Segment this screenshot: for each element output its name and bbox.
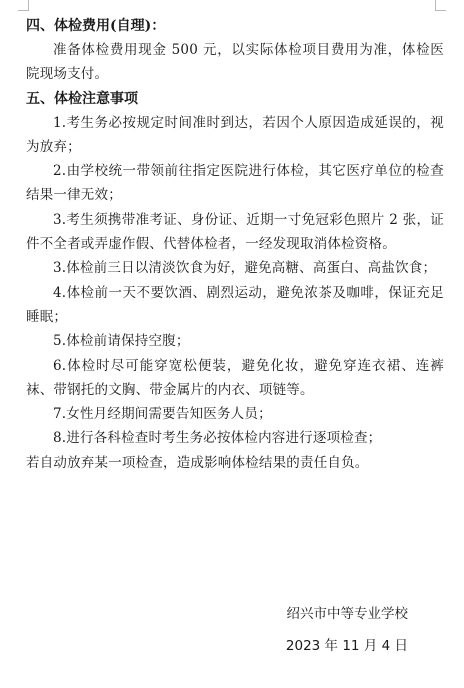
fees-paragraph: 准备体检费用现金 500 元，以实际体检项目费用为准，体检医院现场支付。 [26,42,444,83]
note-item: 4.体检前一天不要饮酒、剧烈运动，避免浓茶及咖啡，保证充足睡眠； [26,284,444,325]
document-body [26,14,444,475]
page-corner-mark-left [18,0,29,11]
signature-organization: 绍兴市中等专业学校 [286,606,408,622]
section-heading-notes: 五、体检注意事项 [26,90,138,107]
note-item: 3.体检前三日以清淡饮食为好，避免高糖、高蛋白、高盐饮食； [53,260,437,277]
note-item: 5.体检前请保持空腹； [53,333,190,350]
note-item: 8.进行各科检查时考生务必按体检内容进行逐项检查； [53,430,382,447]
note-item: 2.由学校统一带领前往指定医院进行体检，其它医疗单位的检查结果一律无效； [26,163,444,204]
note-item: 3.考生须携带准考证、身份证、近期一寸免冠彩色照片 2 张，证件不全者或弄虚作假、代替体检者，一经发现取消体检资格。 [26,211,444,253]
page-corner-mark-right [435,0,446,11]
note-item: 6.体检时尽可能穿宽松便装，避免化妆，避免穿连衣裙、连裤袜、带钢托的文胸、带金属片的内衣、项链等。 [26,357,444,398]
signature-date: 2023 年 11 月 4 日 [285,638,408,654]
note-item: 1.考生务必按规定时间准时到达，若因个人原因造成延误的，视为放弃； [26,114,444,155]
section-heading-fees: 四、体检费用(自理)： [26,18,166,34]
note-item: 7.女性月经期间需要告知医务人员； [53,406,272,423]
closing-statement: 若自动放弃某一项检查，造成影响体检结果的责任自负。 [26,454,369,471]
